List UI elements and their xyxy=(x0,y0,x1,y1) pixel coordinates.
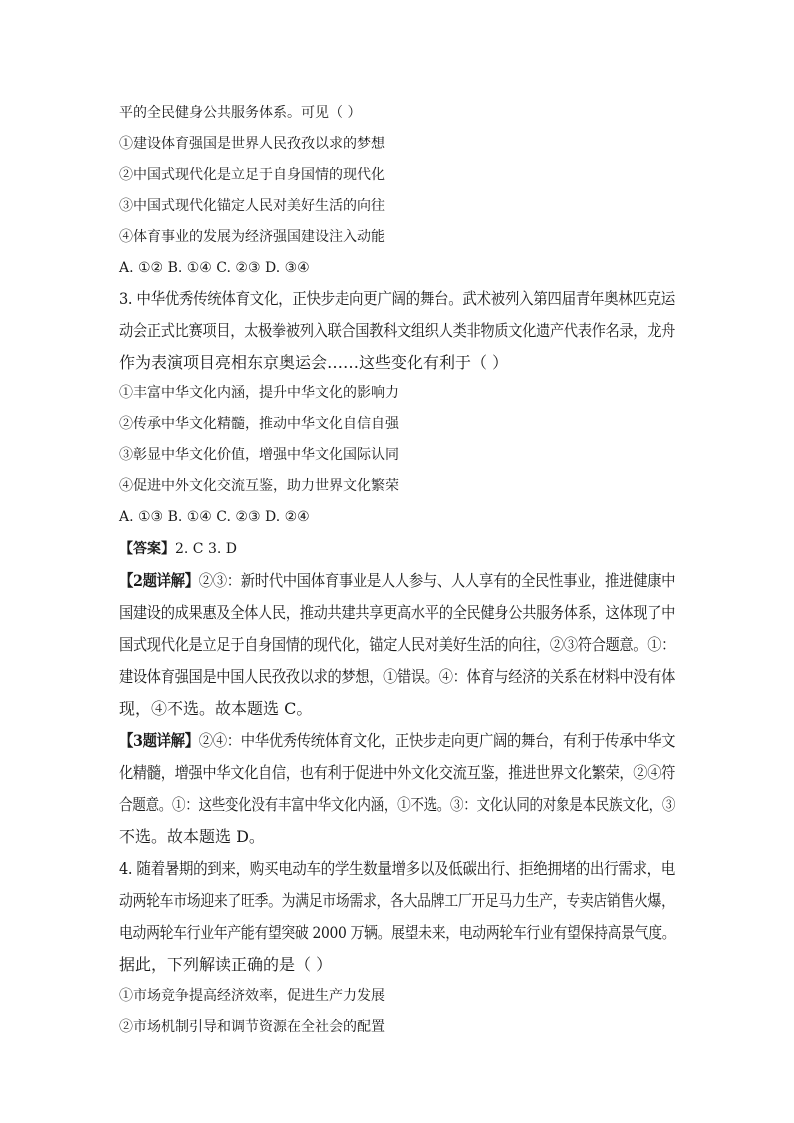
question-2-option-1: ①建设体育强国是世界人民孜孜以求的梦想 xyxy=(119,136,385,152)
explanation-3-tag: 【3题详解】 xyxy=(119,731,199,750)
question-2-choices: A. ①② B. ①④ C. ②③ D. ③④ xyxy=(119,260,310,276)
explanation-3-line-1 xyxy=(119,730,675,752)
explanation-2-line-2: 国建设的成果惠及全体人民，推动共建共享更高水平的全民健身公共服务体系，这体现了中 xyxy=(119,603,676,622)
explanation-2-line-1 xyxy=(119,570,675,592)
question-2-option-3: ③中国式现代化锚定人民对美好生活的向往 xyxy=(119,198,385,214)
answer-tag: 【答案】 xyxy=(119,541,175,557)
question-3-option-4: ④促进中外文化交流互鉴，助力世界文化繁荣 xyxy=(119,478,399,494)
question-3-stem-line-3: 作为表演项目亮相东京奥运会……这些变化有利于（ ） xyxy=(119,353,509,372)
question-3-option-3: ③彰显中华文化价值，增强中华文化国际认同 xyxy=(119,447,399,463)
question-2-stem-tail: 平的全民健身公共服务体系。可见（ ） xyxy=(119,105,362,121)
explanation-2-line-5: 现，④不选。故本题选 C。 xyxy=(119,699,313,718)
explanation-3-first: ②④：中华优秀传统体育文化，正快步走向更广阔的舞台，有利于传承中华文 xyxy=(198,731,676,750)
question-4-stem-line-1: 4. 随着暑期的到来，购买电动车的学生数量增多以及低碳出行、拒绝拥堵的出行需求，电 xyxy=(119,859,675,878)
question-2-option-4: ④体育事业的发展为经济强国建设注入动能 xyxy=(119,229,385,245)
question-3-stem-line-2: 动会正式比赛项目，太极拳被列入联合国教科文组织人类非物质文化遗产代表作名录，龙舟 xyxy=(119,321,676,340)
question-4-stem-line-2: 动两轮车市场迎来了旺季。为满足市场需求，各大品牌工厂开足马力生产，专卖店销售火爆， xyxy=(119,891,675,910)
explanation-3-line-4: 不选。故本题选 D。 xyxy=(119,827,265,846)
question-4-stem-line-3: 电动两轮车行业年产能有望突破 2000 万辆。展望未来，电动两轮车行业有望保持高景气度。 xyxy=(119,923,676,942)
explanation-3-line-2: 化精髓，增强中华文化自信，也有利于促进中外文化交流互鉴，推进世界文化繁荣，②④符 xyxy=(119,763,676,782)
question-3-stem-line-1: 3. 中华优秀传统体育文化，正快步走向更广阔的舞台。武术被列入第四届青年奥林匹克运 xyxy=(119,289,675,308)
explanation-3-line-3: 合题意。①：这些变化没有丰富中华文化内涵，①不选。③：文化认同的对象是本民族文化，③ xyxy=(119,795,676,814)
question-3-option-1: ①丰富中华文化内涵，提升中华文化的影响力 xyxy=(119,385,399,401)
explanation-2-line-4: 建设体育强国是中国人民孜孜以求的梦想，①错误。④：体育与经济的关系在材料中没有体 xyxy=(119,667,676,686)
explanation-2-line-3: 国式现代化是立足于自身国情的现代化，锚定人民对美好生活的向往，②③符合题意。①： xyxy=(119,635,676,654)
answer-text: 2. C 3. D xyxy=(175,541,238,557)
question-2-option-2: ②中国式现代化是立足于自身国情的现代化 xyxy=(119,167,385,183)
question-4-option-1: ①市场竞争提高经济效率，促进生产力发展 xyxy=(119,988,385,1004)
question-4-stem-line-4: 据此，下列解读正确的是（ ） xyxy=(119,955,333,974)
explanation-2-tag: 【2题详解】 xyxy=(119,571,199,590)
question-4-option-2: ②市场机制引导和调节资源在全社会的配置 xyxy=(119,1019,385,1035)
explanation-2-first: ②③：新时代中国体育事业是人人参与、人人享有的全民性事业，推进健康中 xyxy=(198,571,676,590)
question-3-choices: A. ①③ B. ①④ C. ②③ D. ②④ xyxy=(119,509,310,525)
question-3-option-2: ②传承中华文化精髓，推动中华文化自信自强 xyxy=(119,416,399,432)
answer-line xyxy=(119,539,237,559)
